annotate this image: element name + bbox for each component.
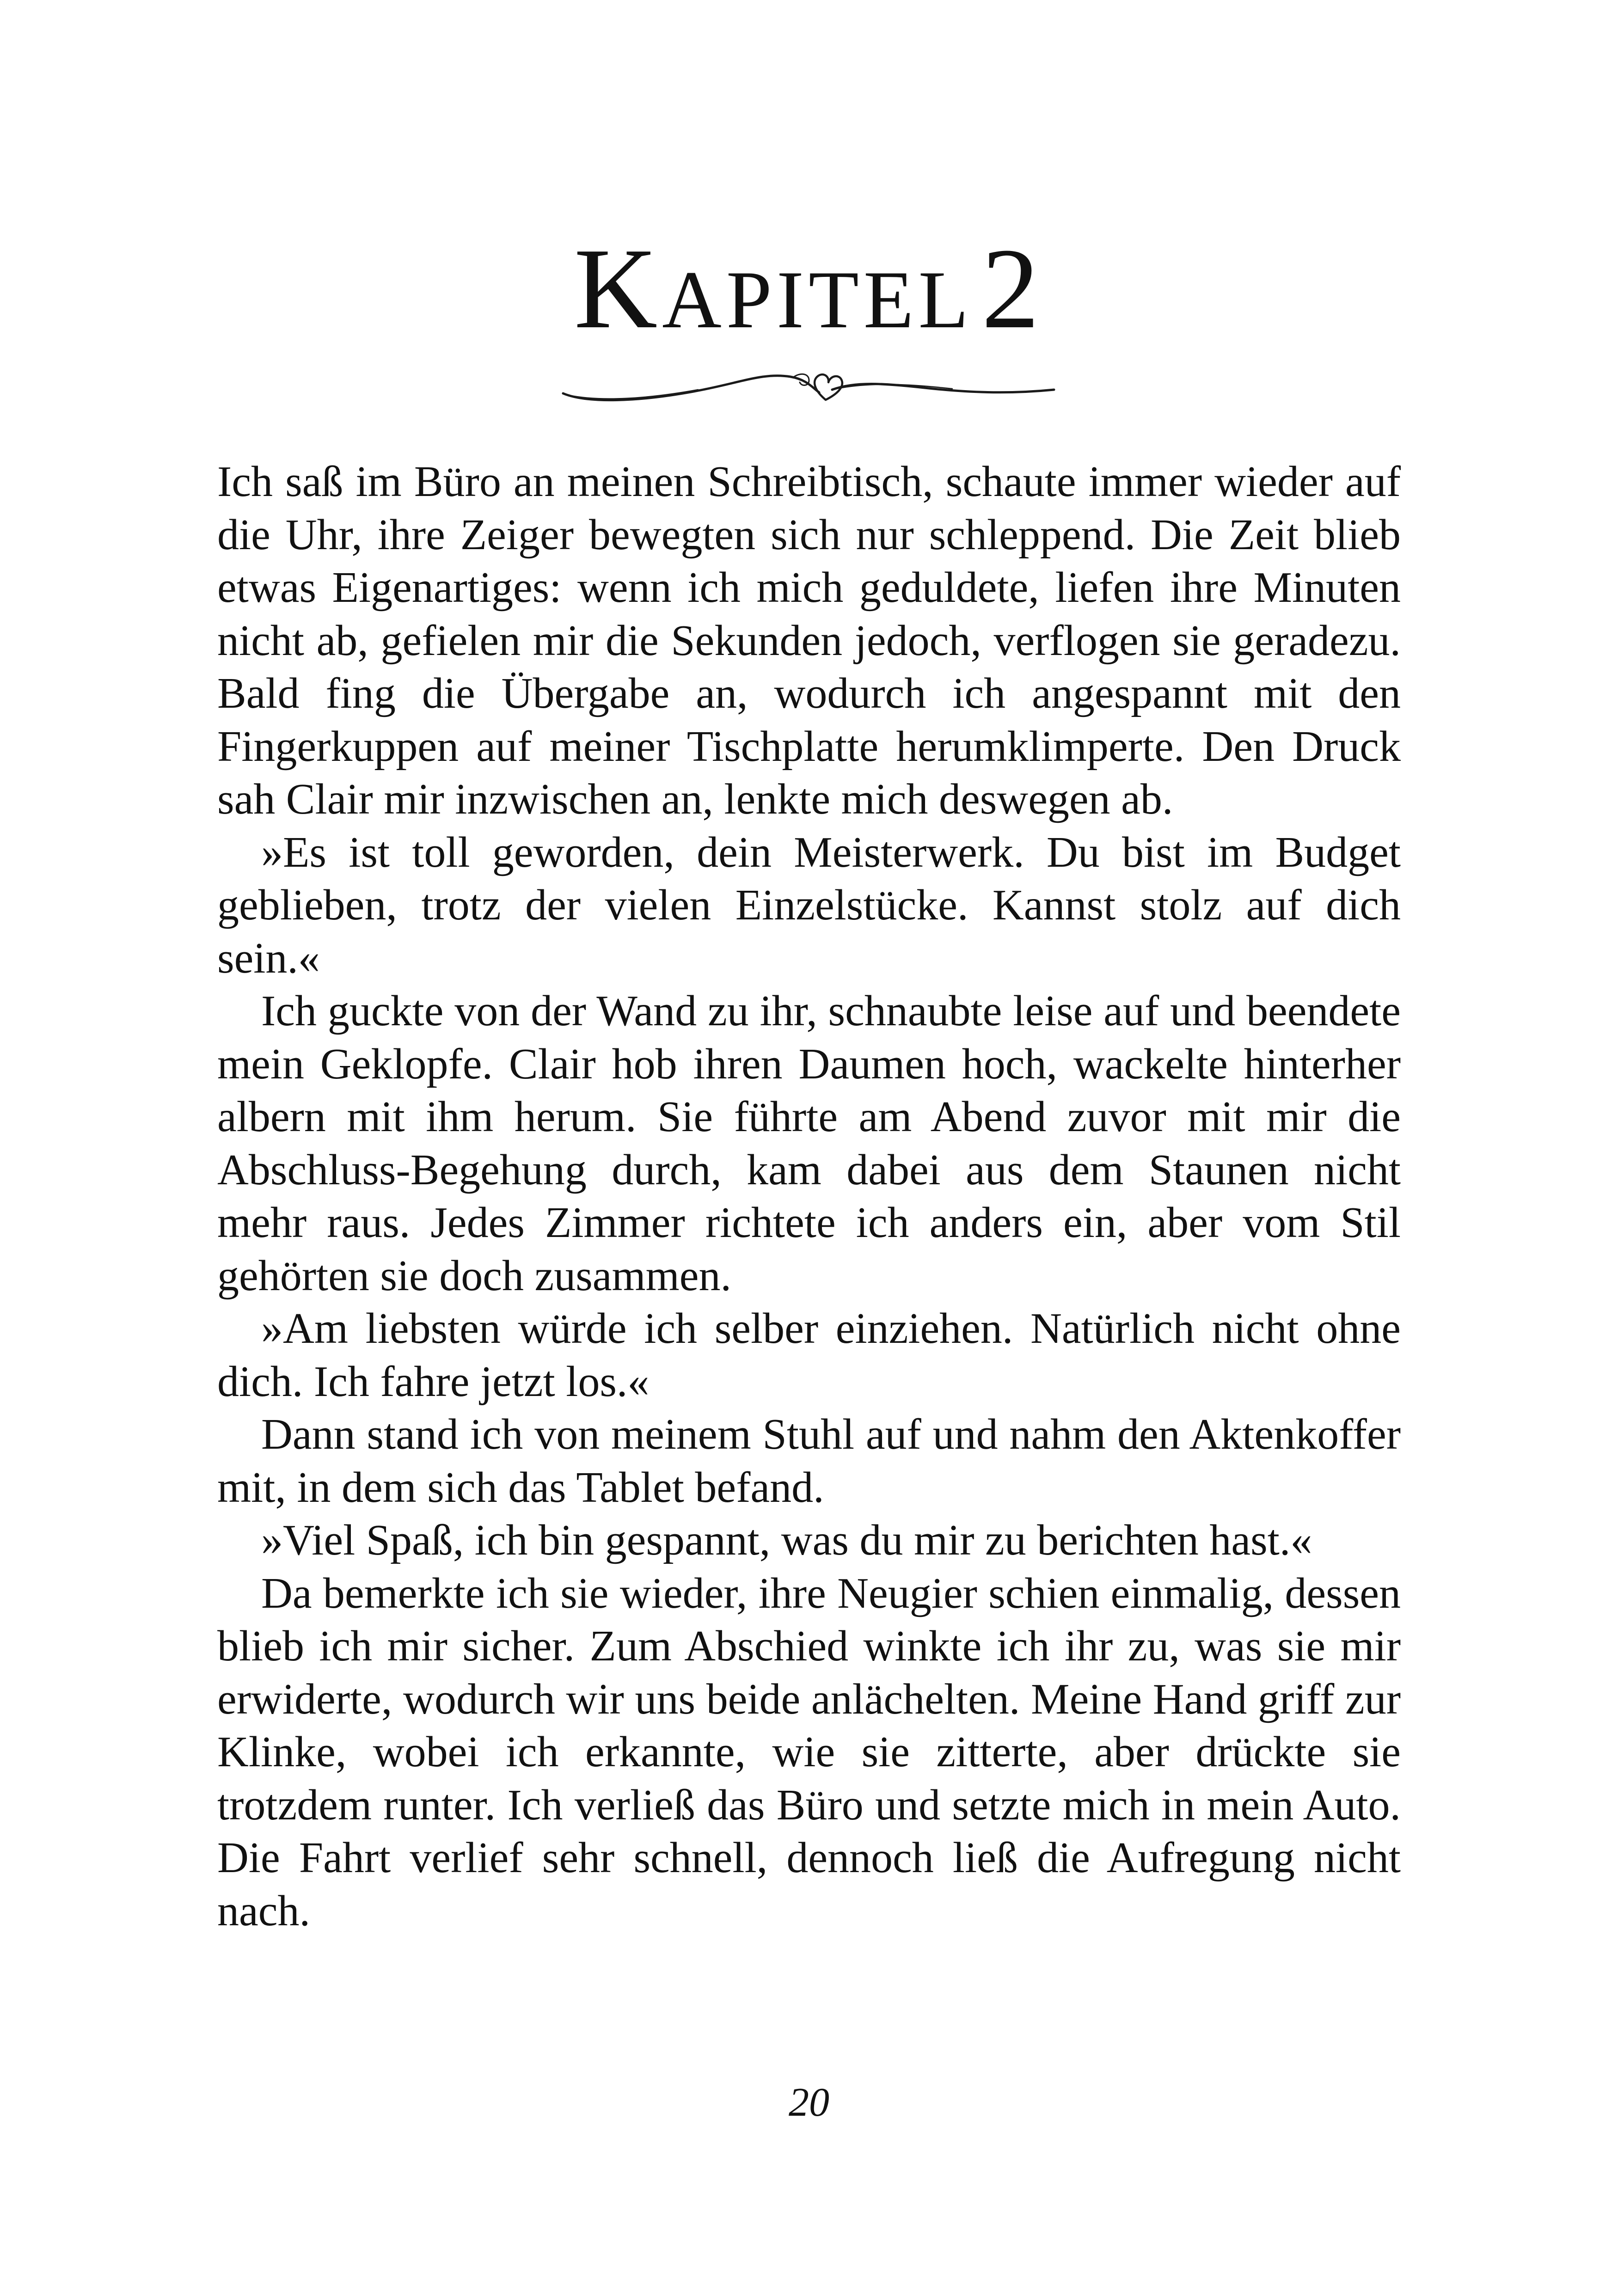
page-number: 20 xyxy=(789,2080,829,2125)
paragraph: Dann stand ich von meinem Stuhl auf und nahm den Aktenkoffer mit, in dem sich das Tablet befand. xyxy=(217,1410,1401,1512)
paragraph: »Es ist toll geworden, dein Meisterwerk. Du bist im Budget geblieben, trotz der vielen Einzelstücke. Kannst stolz auf dich sein.« xyxy=(217,828,1401,982)
heart-flourish-divider-icon xyxy=(559,354,1059,418)
paragraph: Ich guckte von der Wand zu ihr, schnaubte leise auf und beendete mein Geklopfe. Clair hob ihren Daumen hoch, wackelte hinterher albern mit ihm herum. Sie führte am Abend zuvor mit mir die Abschluss-Begehung durch, kam dabei aus dem Staunen nicht mehr raus. Jedes Zimmer richtete ich anders ein, aber vom Stil gehörten sie doch zusammen. xyxy=(217,987,1401,1300)
paragraph: »Am liebsten würde ich selber einziehen. Natürlich nicht ohne dich. Ich fahre jetzt los.« xyxy=(217,1304,1401,1406)
paragraph: Ich saß im Büro an meinen Schreibtisch, schaute immer wieder auf die Uhr, ihre Zeiger bewegten sich nur schleppend. Die Zeit blieb etwas Eigenartiges: wenn ich mich geduldete, liefen ihre Minuten nicht ab, gefielen mir die Sekunden jedoch, verflogen sie geradezu. Bald fing die Übergabe an, wodurch ich angespannt mit den Fingerkuppen auf meiner Tischplatte herumklimperte. Den Druck sah Clair mir inzwischen an, lenkte mich deswegen ab. xyxy=(217,458,1401,823)
chapter-number: 2 xyxy=(981,225,1044,353)
chapter-title-initial: K xyxy=(574,225,662,353)
chapter-title xyxy=(0,225,1618,353)
chapter-title-rest: APITEL xyxy=(662,254,974,345)
chapter-body xyxy=(217,455,1401,1937)
paragraph: Da bemerkte ich sie wieder, ihre Neugier schien einmalig, dessen blieb ich mir sicher. Zum Abschied winkte ich ihr zu, was sie mir erwiderte, wodurch wir uns beide anlächelten. Meine Hand griff zur Klinke, wobei ich erkannte, wie sie zitterte, aber drückte sie trotzdem runter. Ich verließ das Büro und setzte mich in mein Auto. Die Fahrt verlief sehr schnell, dennoch ließ die Aufregung nicht nach. xyxy=(217,1569,1401,1935)
paragraph: »Viel Spaß, ich bin gespannt, was du mir zu berichten hast.« xyxy=(261,1516,1312,1564)
